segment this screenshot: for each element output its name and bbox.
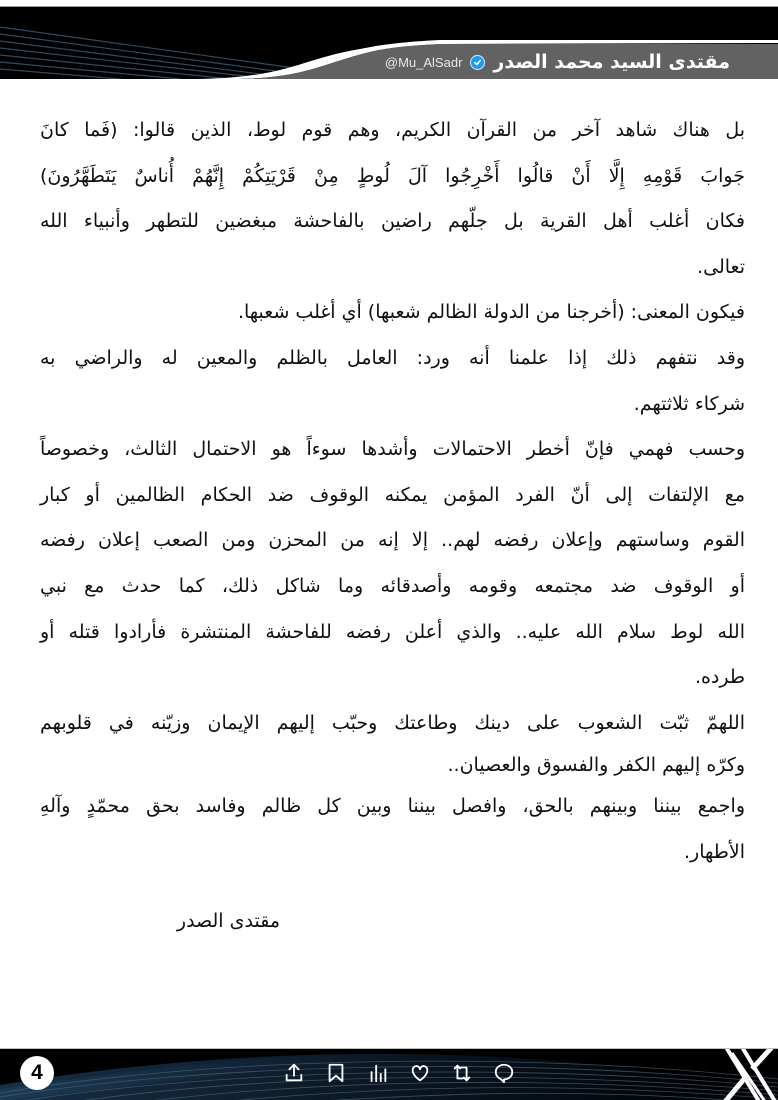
reply-icon [493, 1062, 515, 1084]
author-name[interactable]: مقتدى السيد محمد الصدر [493, 51, 730, 73]
page-number-badge: 4 [20, 1056, 54, 1090]
text-line: فيكون المعنى: (أخرجنا من الدولة الظالم شعبها) أي أغلب شعبها. [237, 301, 745, 324]
text-line: وحسب فهمي فإنّ أخطر الاحتمالات وأشدها سوءاً هو الاحتمال الثالث، وخصوصاً [40, 438, 745, 461]
views-button[interactable] [366, 1061, 390, 1085]
text-line: فكان أغلب أهل القرية بل جلّهم راضين بالفاحشة مبغضين للتطهر وأنبياء الله [40, 210, 745, 233]
views-icon [367, 1062, 389, 1084]
bookmark-button[interactable] [324, 1061, 348, 1085]
author-bar[interactable] [385, 45, 778, 79]
text-line: أو الوقوف ضد مجتمعه وقومه وأصدقائه وما شاكل ذلك، كما حدث مع نبي [40, 574, 745, 597]
share-button[interactable] [282, 1061, 306, 1085]
like-button[interactable] [408, 1061, 432, 1085]
post-header [0, 7, 778, 79]
retweet-button[interactable] [450, 1061, 474, 1085]
text-line: جَوابَ قَوْمِهِ إِلَّا أَنْ قالُوا أَخْرِجُوا آلَ لُوطٍ مِنْ قَرْيَتِكُمْ إِنَّهُمْ أُناسٌ يَتَطَهَّرُونَ) [40, 164, 745, 187]
text-line: وقد نتفهم ذلك إذا علمنا أنه ورد: العامل بالظلم والمعين له والراضي به [40, 346, 745, 369]
bookmark-icon [325, 1062, 347, 1084]
text-line: وكرّه إليهم الكفر والفسوق والعصيان.. [447, 754, 745, 777]
text-line: مع الإلتفات إلى أنّ الفرد المؤمن يمكنه الوقوف ضد الحكام الظالمين أو كبار [40, 483, 745, 506]
post-footer [0, 1048, 778, 1100]
x-logo-icon [716, 1048, 778, 1100]
text-line: طرده. [694, 666, 745, 689]
reply-button[interactable] [492, 1061, 516, 1085]
heart-icon [409, 1062, 431, 1084]
author-handle[interactable]: @Mu_AlSadr [384, 54, 463, 70]
post-body [40, 108, 745, 876]
text-line: واجمع بيننا وبينهم بالحق، وافصل بيننا وبين كل ظالم وفاسد بحق محمّدٍ وآلهِ [40, 795, 745, 818]
verified-badge-icon [470, 55, 485, 70]
share-icon [283, 1062, 305, 1084]
text-line: الأطهار. [684, 840, 745, 863]
text-line: تعالى. [697, 255, 745, 278]
text-line: بل هناك شاهد آخر من القرآن الكريم، وهم قوم لوط، الذين قالوا: (فَما كانَ [40, 119, 745, 141]
text-line: القوم وساستهم وإعلان رفضه لهم.. إلا إنه من المحزن ومن الصعب إعلان رفضه [40, 529, 745, 552]
post-actions [282, 1061, 516, 1085]
text-line: شركاء ثلاثتهم. [633, 392, 745, 415]
retweet-icon [451, 1062, 473, 1084]
text-line: الله لوط سلام الله عليه.. والذي أعلن رفضه للفاحشة المنتشرة فأرادوا قتله أو [40, 620, 745, 643]
signature: مقتدى الصدر [176, 910, 280, 932]
top-border [0, 0, 778, 7]
text-line: اللهمّ ثبّت الشعوب على دينك وطاعتك وحبّب إليهم الإيمان وزيّنه في قلوبهم [40, 711, 745, 734]
